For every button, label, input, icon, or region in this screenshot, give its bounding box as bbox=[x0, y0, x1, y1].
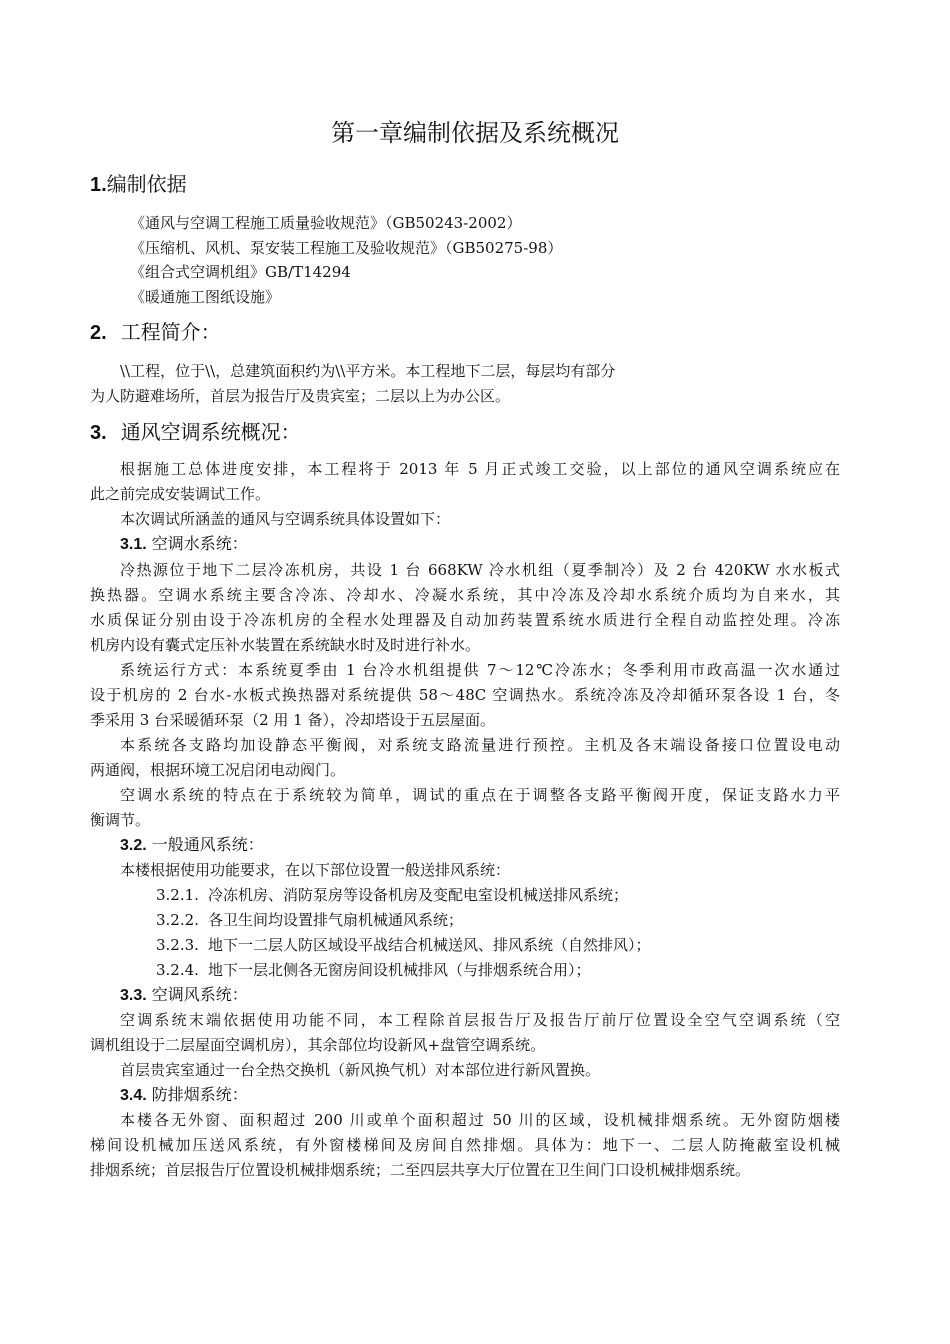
subsection-number: 3.1. bbox=[120, 536, 147, 553]
paragraph-line: 水质保证分别由设于冷冻机房的全程水处理器及自动加药装置系统水质进行全程自动监控处理。冷冻 bbox=[90, 611, 840, 629]
subsection-number: 3.4. bbox=[120, 1087, 147, 1104]
reference-item: 《组合式空调机组》GB/T14294 bbox=[130, 263, 351, 281]
subsection-heading-3-2 bbox=[120, 834, 264, 857]
paragraph-line: 本系统各支路均加设静态平衡阀，对系统支路流量进行预控。主机及各末端设备接口位置设电动 bbox=[120, 736, 840, 754]
paragraph-line: 机房内设有囊式定压补水装置在系统缺水时及时进行补水。 bbox=[90, 636, 481, 654]
section-heading-1 bbox=[90, 170, 187, 199]
reference-item: 《暖通施工图纸设施》 bbox=[130, 288, 281, 306]
list-item-number: 3.2.1. bbox=[156, 886, 199, 904]
list-item-text: 地下一层北侧各无窗房间设机械排风（与排烟系统合用）； bbox=[208, 961, 591, 979]
section-heading-2 bbox=[90, 318, 221, 347]
section-number: 3. bbox=[90, 422, 107, 444]
subsection-label: 防排烟系统： bbox=[151, 1085, 248, 1104]
section-label: 编制依据 bbox=[106, 172, 187, 196]
paragraph-line: 两通阀，根据环境工况启闭电动阀门。 bbox=[90, 761, 346, 779]
list-item-number: 3.2.4. bbox=[156, 961, 199, 979]
section-heading-3 bbox=[90, 418, 301, 447]
paragraph-line: 梯间设机械加压送风系统，有外窗楼梯间及房间自然排烟。具体为：地下一、二层人防掩蔽室设机械 bbox=[90, 1136, 840, 1154]
paragraph-line: 调机组设于二层屋面空调机房），其余部位均设新风+盘管空调系统。 bbox=[90, 1036, 546, 1054]
subsection-heading-3-4 bbox=[120, 1084, 248, 1107]
paragraph-line: 本次调试所涵盖的通风与空调系统具体设置如下： bbox=[120, 510, 451, 528]
list-item-number: 3.2.2. bbox=[156, 911, 199, 929]
paragraph-line: 根据施工总体进度安排，本工程将于 2013 年 5 月正式竣工交验，以上部位的通风空调系统应在 bbox=[120, 460, 840, 478]
subsection-label: 空调水系统： bbox=[151, 534, 248, 553]
paragraph-line: 本楼各无外窗、面积超过 200 川或单个面积超过 50 川的区域，设机械排烟系统。无外窗防烟楼 bbox=[120, 1111, 840, 1129]
subsection-heading-3-1 bbox=[120, 533, 248, 556]
paragraph-line: 空调系统末端依据使用功能不同，本工程除首层报告厅及报告厅前厅位置设全空气空调系统（空 bbox=[120, 1011, 840, 1029]
page-title: 第一章编制依据及系统概况 bbox=[331, 119, 619, 147]
paragraph-line: 季采用 3 台采暖循环泵（2 用 1 备），冷却塔设于五层屋面。 bbox=[90, 711, 495, 729]
section-label: 工程简介： bbox=[120, 320, 221, 344]
section-number: 1. bbox=[90, 174, 107, 196]
paragraph-line: 系统运行方式：本系统夏季由 1 台冷水机组提供 7～12℃冷冻水；冬季利用市政高温一次水通过 bbox=[120, 661, 840, 679]
subsection-label: 一般通风系统： bbox=[151, 835, 264, 854]
paragraph-line: \\工程，位于\\，总建筑面积约为\\平方米。本工程地下二层，每层均有部分 bbox=[120, 362, 616, 380]
list-item bbox=[156, 909, 463, 931]
paragraph-line: 设于机房的 2 台水-水板式换热器对系统提供 58～48C 空调热水。系统冷冻及冷却循环泵各设 1 台，冬 bbox=[90, 686, 840, 704]
paragraph-line: 此之前完成安装调试工作。 bbox=[90, 485, 271, 503]
list-item-text: 地下一二层人防区域设平战结合机械送风、排风系统（自然排风）； bbox=[208, 936, 651, 954]
list-item bbox=[156, 959, 591, 981]
list-item bbox=[156, 884, 628, 906]
list-item-text: 各卫生间均设置排气扇机械通风系统； bbox=[208, 911, 464, 929]
paragraph-line: 衡调节。 bbox=[90, 811, 151, 829]
paragraph-line: 排烟系统；首层报告厅位置设机械排烟系统；二至四层共享大厅位置在卫生间门口设机械排烟系统。 bbox=[90, 1161, 751, 1179]
subsection-number: 3.2. bbox=[120, 837, 147, 854]
list-item-text: 冷冻机房、消防泵房等设备机房及变配电室设机械送排风系统； bbox=[208, 886, 629, 904]
paragraph-line: 为人防避难场所，首层为报告厅及贵宾室；二层以上为办公区。 bbox=[90, 387, 511, 405]
section-label: 通风空调系统概况： bbox=[120, 420, 301, 444]
paragraph-line: 空调水系统的特点在于系统较为简单，调试的重点在于调整各支路平衡阀开度，保证支路水力平 bbox=[120, 786, 840, 804]
paragraph-line: 换热器。空调水系统主要含冷冻、冷却水、冷凝水系统，其中冷冻及冷却水系统介质均为自来水，其 bbox=[90, 586, 840, 604]
subsection-number: 3.3. bbox=[120, 987, 147, 1004]
list-item-number: 3.2.3. bbox=[156, 936, 199, 954]
reference-item: 《压缩机、风机、泵安装工程施工及验收规范》（GB50275-98） bbox=[130, 239, 563, 257]
list-item bbox=[156, 934, 651, 956]
paragraph-line: 本楼根据使用功能要求，在以下部位设置一般送排风系统： bbox=[120, 861, 511, 879]
reference-item: 《通风与空调工程施工质量验收规范》（GB50243-2002） bbox=[130, 214, 522, 232]
subsection-label: 空调风系统： bbox=[151, 985, 248, 1004]
paragraph-line: 首层贵宾室通过一台全热交换机（新风换气机）对本部位进行新风置换。 bbox=[120, 1061, 601, 1079]
subsection-heading-3-3 bbox=[120, 984, 248, 1007]
section-number: 2. bbox=[90, 322, 107, 344]
paragraph-line: 冷热源位于地下二层冷冻机房，共设 1 台 668KW 冷水机组（夏季制冷）及 2 台 420KW 水水板式 bbox=[120, 561, 840, 579]
